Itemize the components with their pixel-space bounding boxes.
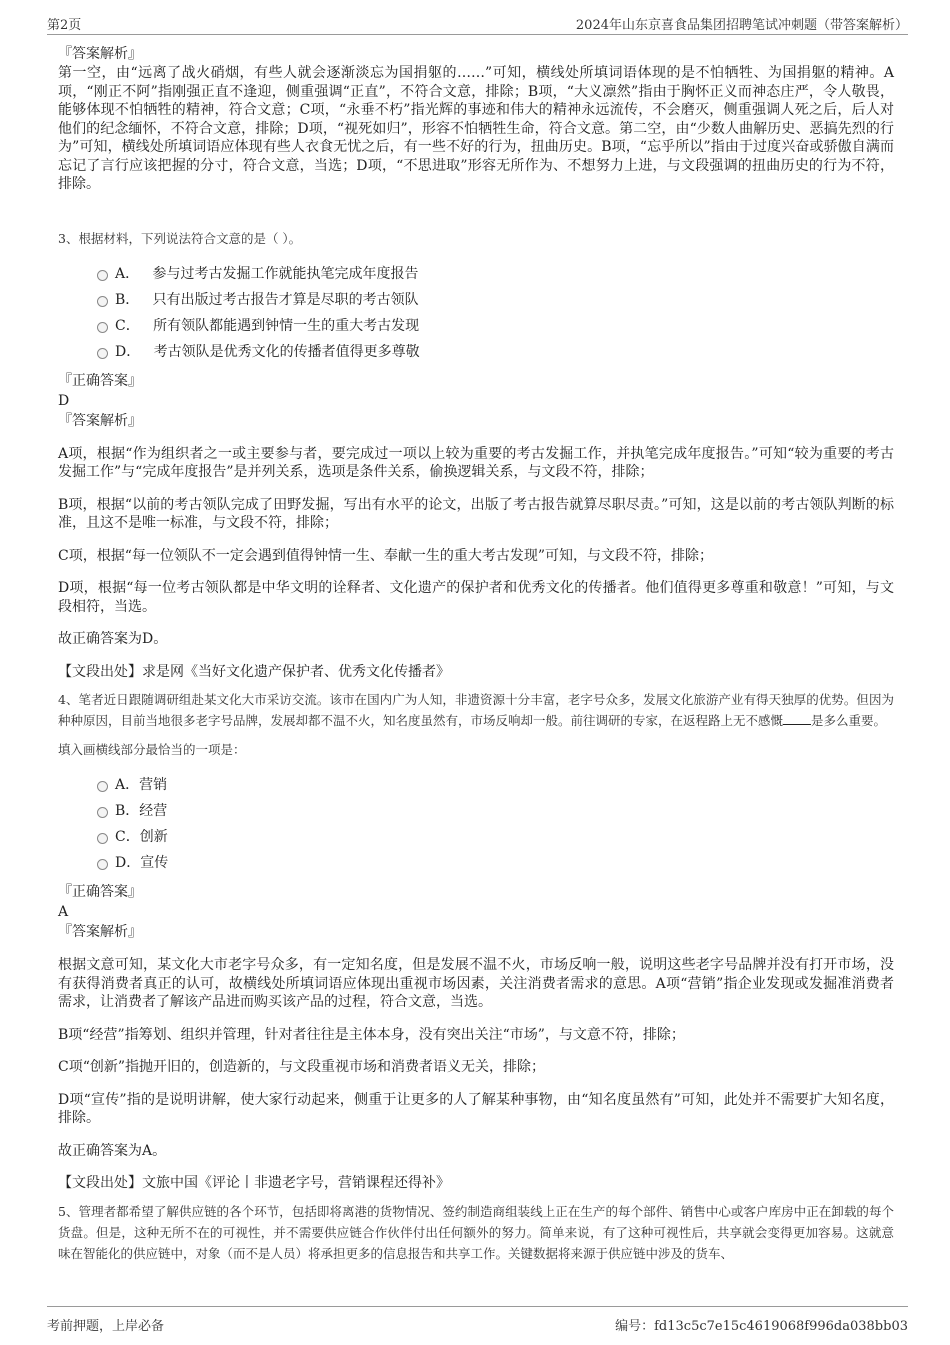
q3-analysis-b: B项，根据“以前的考古领队完成了田野发掘，写出有水平的论文，出版了考古报告就算尽职尽责。”可知，这是以前的考古领队判断的标准，且这不是唯一标准，与文段不符，排除；	[58, 496, 894, 531]
q4-prompt: 填入画横线部分最恰当的一项是：	[58, 742, 246, 757]
q3-conclusion: 故正确答案为D。	[58, 631, 168, 647]
radio-icon[interactable]	[97, 270, 108, 281]
q4-analysis-d: D项“宣传”指的是说明讲解，使大家行动起来，侧重于让更多的人了解某种事物，由“知名度虽然有”可知，此处并不需要扩大知名度，排除。	[58, 1091, 894, 1126]
radio-icon[interactable]	[97, 348, 108, 359]
intro-analysis-label: 『答案解析』	[58, 46, 142, 62]
page-header	[47, 10, 908, 35]
q4-analysis-b: B项“经营”指筹划、组织并管理，针对者往往是主体本身，没有突出关注“市场”，与文意不符，排除；	[58, 1026, 685, 1043]
q4-stem: 4、笔者近日跟随调研组赴某文化大市采访交流。该市在国内广为人知，非遗资源十分丰富，老字号众多，发展文化旅游产业有得天独厚的优势。但因为种种原因，目前当地很多老字号品牌，发展却都不温不火，知名度虽然有，市场反响却一般。前往调研的专家，在返程路上无不感慨 是多么重要。	[58, 692, 894, 728]
footer-slogan: 考前押题，上岸必备	[47, 1319, 165, 1334]
q3-analysis-d: D项，根据“每一位考古领队都是中华文明的诠释者、文化遗产的保护者和优秀文化的传播者。他们值得更多尊重和敬意！”可知，与文段相符，当选。	[58, 580, 894, 615]
document-id: 编号：fd13c5c7e15c4619068f996da038bb03	[615, 1319, 908, 1334]
q3-option-a[interactable]: A． 参与过考古发掘工作就能执笔完成年度报告	[58, 261, 894, 287]
fill-blank	[783, 712, 811, 725]
radio-icon[interactable]	[97, 781, 108, 792]
q3-options	[58, 261, 894, 365]
radio-icon[interactable]	[97, 859, 108, 870]
q4-options	[58, 772, 894, 876]
q3-analysis-a: A项，根据“作为组织者之一或主要参与者，要完成过一项以上较为重要的考古发掘工作，并执笔完成年度报告。”可知“较为重要的考古发掘工作”与“完成年度报告”是并列关系，选项是条件关系，偷换逻辑关系，与文段不符，排除；	[58, 445, 894, 480]
q4-source: 【文段出处】文旅中国《评论丨非遗老字号，营销课程还得补》	[58, 1175, 450, 1191]
q3-answer: D	[58, 392, 70, 409]
q4-analysis-c: C项“创新”指抛开旧的，创造新的，与文段重视市场和消费者语义无关，排除；	[58, 1059, 546, 1075]
document-title: 2024年山东京喜食品集团招聘笔试冲刺题（带答案解析）	[575, 18, 908, 33]
page-number: 第2页	[47, 18, 82, 33]
q4-answer-label: 『正确答案』	[58, 884, 142, 900]
q3-answer-label: 『正确答案』	[58, 372, 142, 389]
radio-icon[interactable]	[97, 807, 108, 818]
q3-analysis-c: C项，根据“每一位领队不一定会遇到值得钟情一生、奉献一生的重大考古发现”可知，与文段不符，排除；	[58, 547, 714, 564]
radio-icon[interactable]	[97, 296, 108, 307]
q3-option-b[interactable]: B． 只有出版过考古报告才算是尽职的考古领队	[58, 287, 894, 313]
q4-analysis-label: 『答案解析』	[58, 924, 142, 940]
radio-icon[interactable]	[97, 833, 108, 844]
q3-source: 【文段出处】求是网《当好文化遗产保护者、优秀文化传播者》	[58, 663, 450, 680]
q4-option-c[interactable]: C．创新	[58, 824, 894, 850]
q3-stem: 3、根据材料，下列说法符合文意的是（ ）。	[58, 230, 302, 246]
q4-answer: A	[58, 904, 69, 920]
q4-option-a[interactable]: A．营销	[58, 772, 894, 798]
q4-option-b[interactable]: B．经营	[58, 798, 894, 824]
radio-icon[interactable]	[97, 322, 108, 333]
q3-analysis-label: 『答案解析』	[58, 412, 142, 429]
q4-analysis-main: 根据文意可知，某文化大市老字号众多，有一定知名度，但是发展不温不火，市场反响一般，说明这些老字号品牌并没有打开市场，没有获得消费者真正的认可，故横线处所填词语应体现出重视市场因素，关注消费者需求的意思。A项“营销”指企业发现或发掘准消费者需求，让消费者了解该产品进而购买该产品的过程，符合文意，当选。	[58, 957, 894, 1010]
q3-option-d[interactable]: D． 考古领队是优秀文化的传播者值得更多尊敬	[58, 339, 894, 365]
intro-analysis-text: 第一空，由“远离了战火硝烟，有些人就会逐渐淡忘为国捐躯的……”可知，横线处所填词语体现的是不怕牺牲、为国捐躯的精神。A项，“刚正不阿”指刚强正直不逢迎，侧重强调“正直”，不符合文意，排除；B项，“大义凛然”指由于胸怀正义而神态庄严，令人敬畏，能够体现不怕牺牲的精神，符合文意；C项，“永垂不朽”指光辉的事迹和伟大的精神永远流传，不会磨灭，侧重强调人死之后，后人对他们的纪念缅怀，不符合文意，排除；D项，“视死如归”，形容不怕牺牲生命，符合文意。第二空，由“少数人曲解历史、恶搞先烈的行为”可知，横线处所填词语应体现有些人衣食无忧之后，有一些不好的行为，扭曲历史。B项，“忘乎所以”指由于过度兴奋或骄傲自满而忘记了言行应该把握的分寸，符合文意，当选；D项，“不思进取”形容无所作为、不想努力上进，与文段强调的扭曲历史的行为不符，排除。	[58, 65, 894, 192]
q4-option-d[interactable]: D．宣传	[58, 850, 894, 876]
page-footer	[47, 1306, 908, 1339]
q5-stem: 5、管理者都希望了解供应链的各个环节，包括即将离港的货物情况、签约制造商组装线上正在生产的每个部件、销售中心或客户库房中正在卸载的每个货盘。但是，这种无所不在的可视性，并不需要供应链合作伙伴付出任何额外的努力。简单来说，有了这种可视性后，共享就会变得更加容易。这就意味在智能化的供应链中，对象（而不是人员）将承担更多的信息报告和共享工作。关键数据将来源于供应链中涉及的货车、	[58, 1203, 894, 1261]
q3-option-c[interactable]: C． 所有领队都能遇到钟情一生的重大考古发现	[58, 313, 894, 339]
q4-conclusion: 故正确答案为A。	[58, 1142, 167, 1159]
page-content	[58, 44, 894, 1264]
